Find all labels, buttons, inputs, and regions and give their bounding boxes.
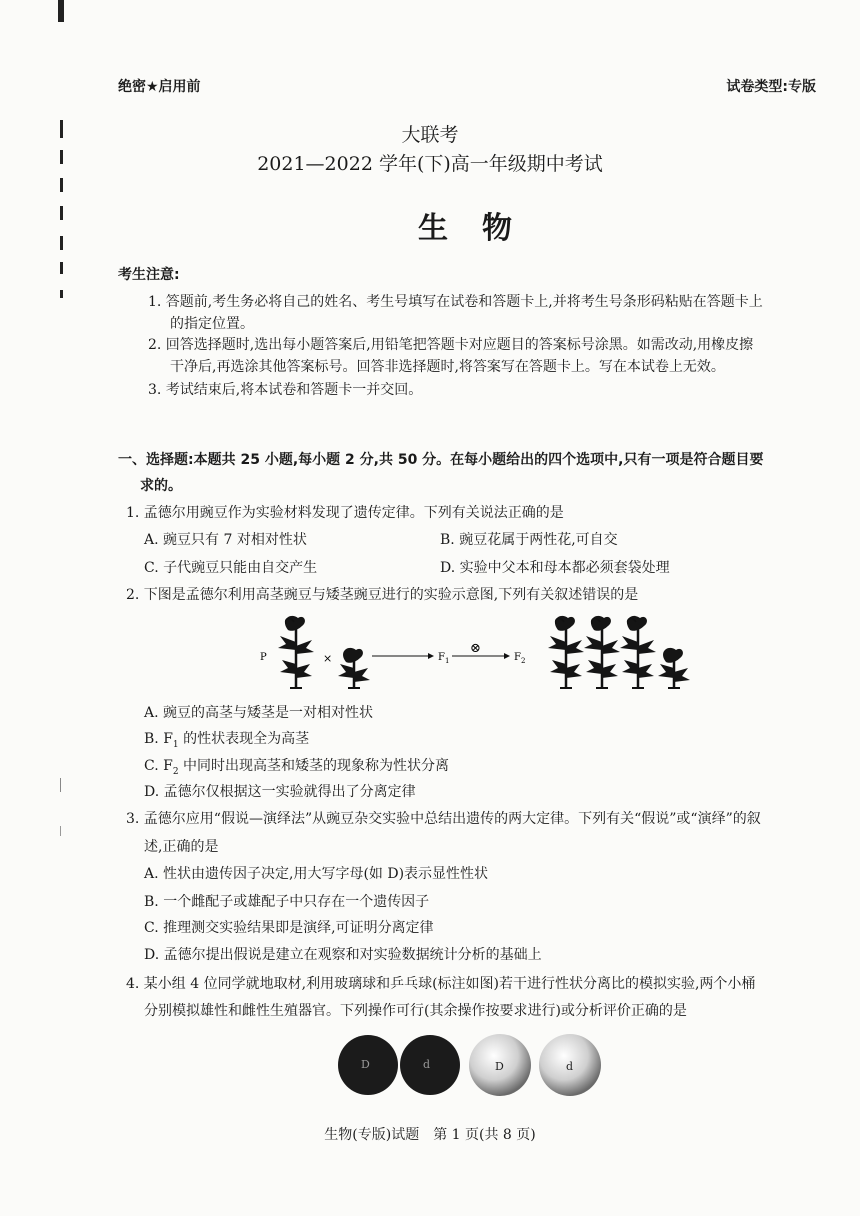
tall-plant-icon bbox=[548, 616, 584, 688]
question-stem-cont: 分别模拟雄性和雌性生殖器官。下列操作可行(其余操作按要求进行)或分析评价正确的是 bbox=[144, 1003, 687, 1019]
option-b: B. 豌豆花属于两性花,可自交 bbox=[440, 532, 618, 548]
section-heading-cont: 求的。 bbox=[140, 478, 182, 494]
scan-edge-mark bbox=[60, 778, 61, 792]
scan-edge-mark bbox=[60, 178, 63, 192]
ball-label: d bbox=[566, 1060, 574, 1073]
question-stem-cont: 述,正确的是 bbox=[144, 839, 219, 855]
scan-edge-mark bbox=[60, 262, 63, 274]
option-c: C. 推理测交实验结果即是演绎,可证明分离定律 bbox=[144, 920, 434, 936]
ball-figure bbox=[335, 1030, 605, 1098]
f2-label: F bbox=[514, 652, 521, 663]
f1-subscript: 1 bbox=[445, 657, 450, 665]
option-b: B. 一个雌配子或雄配子中只存在一个遗传因子 bbox=[144, 894, 430, 910]
section-heading: 一、选择题:本题共 25 小题,每小题 2 分,共 50 分。在每小题给出的四个选项中,只有一项是符合题目要 bbox=[118, 452, 764, 468]
tall-plant-icon bbox=[278, 616, 314, 688]
scan-edge-mark bbox=[58, 0, 64, 22]
notice-item: 2. 回答选择题时,选出每小题答案后,用铅笔把答题卡对应题目的答案标号涂黑。如需改动,用橡皮擦 bbox=[148, 337, 754, 353]
short-plant-icon bbox=[658, 648, 690, 688]
question-stem: 1. 孟德尔用豌豆作为实验材料发现了遗传定律。下列有关说法正确的是 bbox=[126, 505, 564, 521]
question-stem: 4. 某小组 4 位同学就地取材,利用玻璃球和乒乓球(标注如图)若干进行性状分离比的模拟实验,两个小桶 bbox=[126, 976, 756, 992]
exam-title: 2021—2022 学年(下)高一年级期中考试 bbox=[257, 153, 603, 175]
notice-item: 3. 考试结束后,将本试卷和答题卡一并交回。 bbox=[148, 382, 423, 398]
option-b: B. $F_1$ 的性状表现全为高茎 bbox=[144, 731, 310, 750]
f2-subscript: 2 bbox=[521, 657, 526, 665]
notice-item: 1. 答题前,考生务必将自己的姓名、考生号填写在试卷和答题卡上,并将考生号条形码粘贴在答题卡上 bbox=[148, 294, 763, 310]
page-footer: 生物(专版)试题 第 1 页(共 8 页) bbox=[324, 1127, 536, 1143]
cross-diagram bbox=[250, 612, 710, 694]
cross-symbol: × bbox=[323, 652, 333, 665]
option-c: C. 子代豌豆只能由自交产生 bbox=[144, 560, 318, 576]
scan-edge-mark bbox=[60, 206, 63, 220]
option-a: A. 豌豆只有 7 对相对性状 bbox=[144, 532, 307, 548]
question-stem: 3. 孟德尔应用“假说—演绎法”从豌豆杂交实验中总结出遗传的两大定律。下列有关“假说”或“演绎”的叙 bbox=[126, 811, 761, 827]
option-d: D. 孟德尔仅根据这一实验就得出了分离定律 bbox=[144, 784, 416, 800]
exam-organizer: 大联考 bbox=[401, 124, 459, 146]
option-a: A. 性状由遗传因子决定,用大写字母(如 D)表示显性性状 bbox=[144, 866, 489, 882]
paper-type-label: 试卷类型:专版 bbox=[726, 79, 816, 95]
self-cross-symbol: ⊗ bbox=[470, 641, 481, 656]
option-c: C. $F_2$ 中同时出现高茎和矮茎的现象称为性状分离 bbox=[144, 758, 450, 777]
scan-edge-mark bbox=[60, 236, 63, 250]
notice-item: 的指定位置。 bbox=[170, 316, 254, 332]
p-label: P bbox=[260, 652, 267, 663]
arrow-head bbox=[428, 653, 434, 659]
tall-plant-icon bbox=[584, 616, 620, 688]
scan-edge-mark bbox=[60, 290, 63, 298]
confidential-label: 绝密★启用前 bbox=[118, 79, 201, 95]
subject-title: 生物 bbox=[418, 211, 546, 246]
option-d: D. 孟德尔提出假说是建立在观察和对实验数据统计分析的基础上 bbox=[144, 947, 542, 963]
arrow-head bbox=[504, 653, 510, 659]
ball-label: D bbox=[495, 1060, 504, 1073]
ball-label: D bbox=[361, 1058, 370, 1071]
notice-item: 干净后,再选涂其他答案标号。回答非选择题时,将答案写在答题卡上。写在本试卷上无效。 bbox=[170, 359, 725, 375]
option-a: A. 豌豆的高茎与矮茎是一对相对性状 bbox=[144, 705, 374, 721]
option-d: D. 实验中父本和母本都必须套袋处理 bbox=[440, 560, 670, 576]
ball-label: d bbox=[423, 1058, 431, 1071]
f1-label: F bbox=[438, 652, 445, 663]
notice-heading: 考生注意: bbox=[118, 267, 180, 283]
question-stem: 2. 下图是孟德尔利用高茎豌豆与矮茎豌豆进行的实验示意图,下列有关叙述错误的是 bbox=[126, 587, 639, 603]
scan-edge-mark bbox=[60, 826, 61, 836]
short-plant-icon bbox=[338, 648, 370, 688]
tall-plant-icon bbox=[620, 616, 656, 688]
